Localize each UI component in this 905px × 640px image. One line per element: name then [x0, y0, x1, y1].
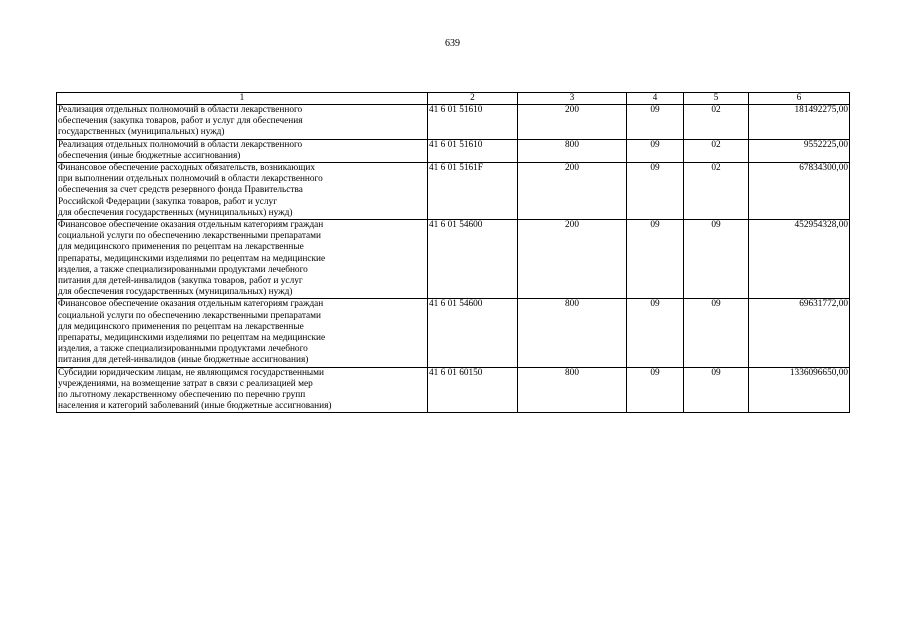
- row-subsection: 09: [684, 220, 749, 299]
- row-expense-type: 200: [518, 105, 627, 140]
- table-row: [57, 299, 850, 367]
- row-subsection: 02: [684, 139, 749, 162]
- column-header-2: 2: [428, 93, 518, 105]
- row-target-code: 41 6 01 54600: [428, 299, 518, 367]
- row-target-code: 41 6 01 51610: [428, 105, 518, 140]
- page-number: 639: [445, 38, 460, 49]
- row-section: 09: [627, 139, 684, 162]
- row-expense-type: 200: [518, 163, 627, 220]
- column-header-1: 1: [57, 93, 428, 105]
- row-target-code: 41 6 01 60150: [428, 367, 518, 413]
- row-section: 09: [627, 367, 684, 413]
- row-amount: 181492275,00: [749, 105, 850, 140]
- row-description: Реализация отдельных полномочий в области лекарственного обеспечения (закупка товаров, работ и услуг для обеспечения государственных (муниципальных) нужд): [57, 105, 428, 140]
- row-description: Финансовое обеспечение оказания отдельным категориям граждан социальной услуги по обеспечению лекарственными препаратами для медицинского применения по рецептам на лекарственные препараты, медицинскими изделиями по рецептам на медицинские изделия, а также специализированными продуктами лечебного питания для детей-инвалидов (иные бюджетные ассигнования): [57, 299, 428, 367]
- row-subsection: 02: [684, 163, 749, 220]
- table-row: [57, 367, 850, 413]
- row-section: 09: [627, 299, 684, 367]
- table-row: [57, 163, 850, 220]
- row-target-code: 41 6 01 54600: [428, 220, 518, 299]
- row-expense-type: 800: [518, 299, 627, 367]
- row-description: Субсидии юридическим лицам, не являющимся государственными учреждениями, на возмещение затрат в связи с реализацией мер по льготному лекарственному обеспечению по перечню групп населения и категорий заболеваний (иные бюджетные ассигнования): [57, 367, 428, 413]
- row-section: 09: [627, 220, 684, 299]
- row-subsection: 09: [684, 367, 749, 413]
- row-amount: 69631772,00: [749, 299, 850, 367]
- row-subsection: 09: [684, 299, 749, 367]
- table-row: [57, 139, 850, 162]
- row-target-code: 41 6 01 51610: [428, 139, 518, 162]
- column-header-3: 3: [518, 93, 627, 105]
- column-header-5: 5: [684, 93, 749, 105]
- table-row: [57, 220, 850, 299]
- row-expense-type: 200: [518, 220, 627, 299]
- row-target-code: 41 6 01 5161F: [428, 163, 518, 220]
- row-expense-type: 800: [518, 367, 627, 413]
- row-section: 09: [627, 105, 684, 140]
- row-amount: 67834300,00: [749, 163, 850, 220]
- row-amount: 452954328,00: [749, 220, 850, 299]
- row-subsection: 02: [684, 105, 749, 140]
- budget-table: [56, 92, 850, 413]
- header-row: [57, 93, 850, 105]
- row-description: Финансовое обеспечение расходных обязательств, возникающих при выполнении отдельных полномочий в области лекарственного обеспечения за счет средств резервного фонда Правительства Российской Федерации (закупка товаров, работ и услуг для обеспечения государственных (муниципальных) нужд): [57, 163, 428, 220]
- row-description: Реализация отдельных полномочий в области лекарственного обеспечения (иные бюджетные ассигнования): [57, 139, 428, 162]
- row-amount: 9552225,00: [749, 139, 850, 162]
- row-section: 09: [627, 163, 684, 220]
- row-expense-type: 800: [518, 139, 627, 162]
- table-row: [57, 105, 850, 140]
- row-description: Финансовое обеспечение оказания отдельным категориям граждан социальной услуги по обеспечению лекарственными препаратами для медицинского применения по рецептам на лекарственные препараты, медицинскими изделиями по рецептам на медицинские изделия, а также специализированными продуктами лечебного питания для детей-инвалидов (закупка товаров, работ и услуг для обеспечения государственных (муниципальных) нужд): [57, 220, 428, 299]
- row-amount: 1336096650,00: [749, 367, 850, 413]
- column-header-4: 4: [627, 93, 684, 105]
- column-header-6: 6: [749, 93, 850, 105]
